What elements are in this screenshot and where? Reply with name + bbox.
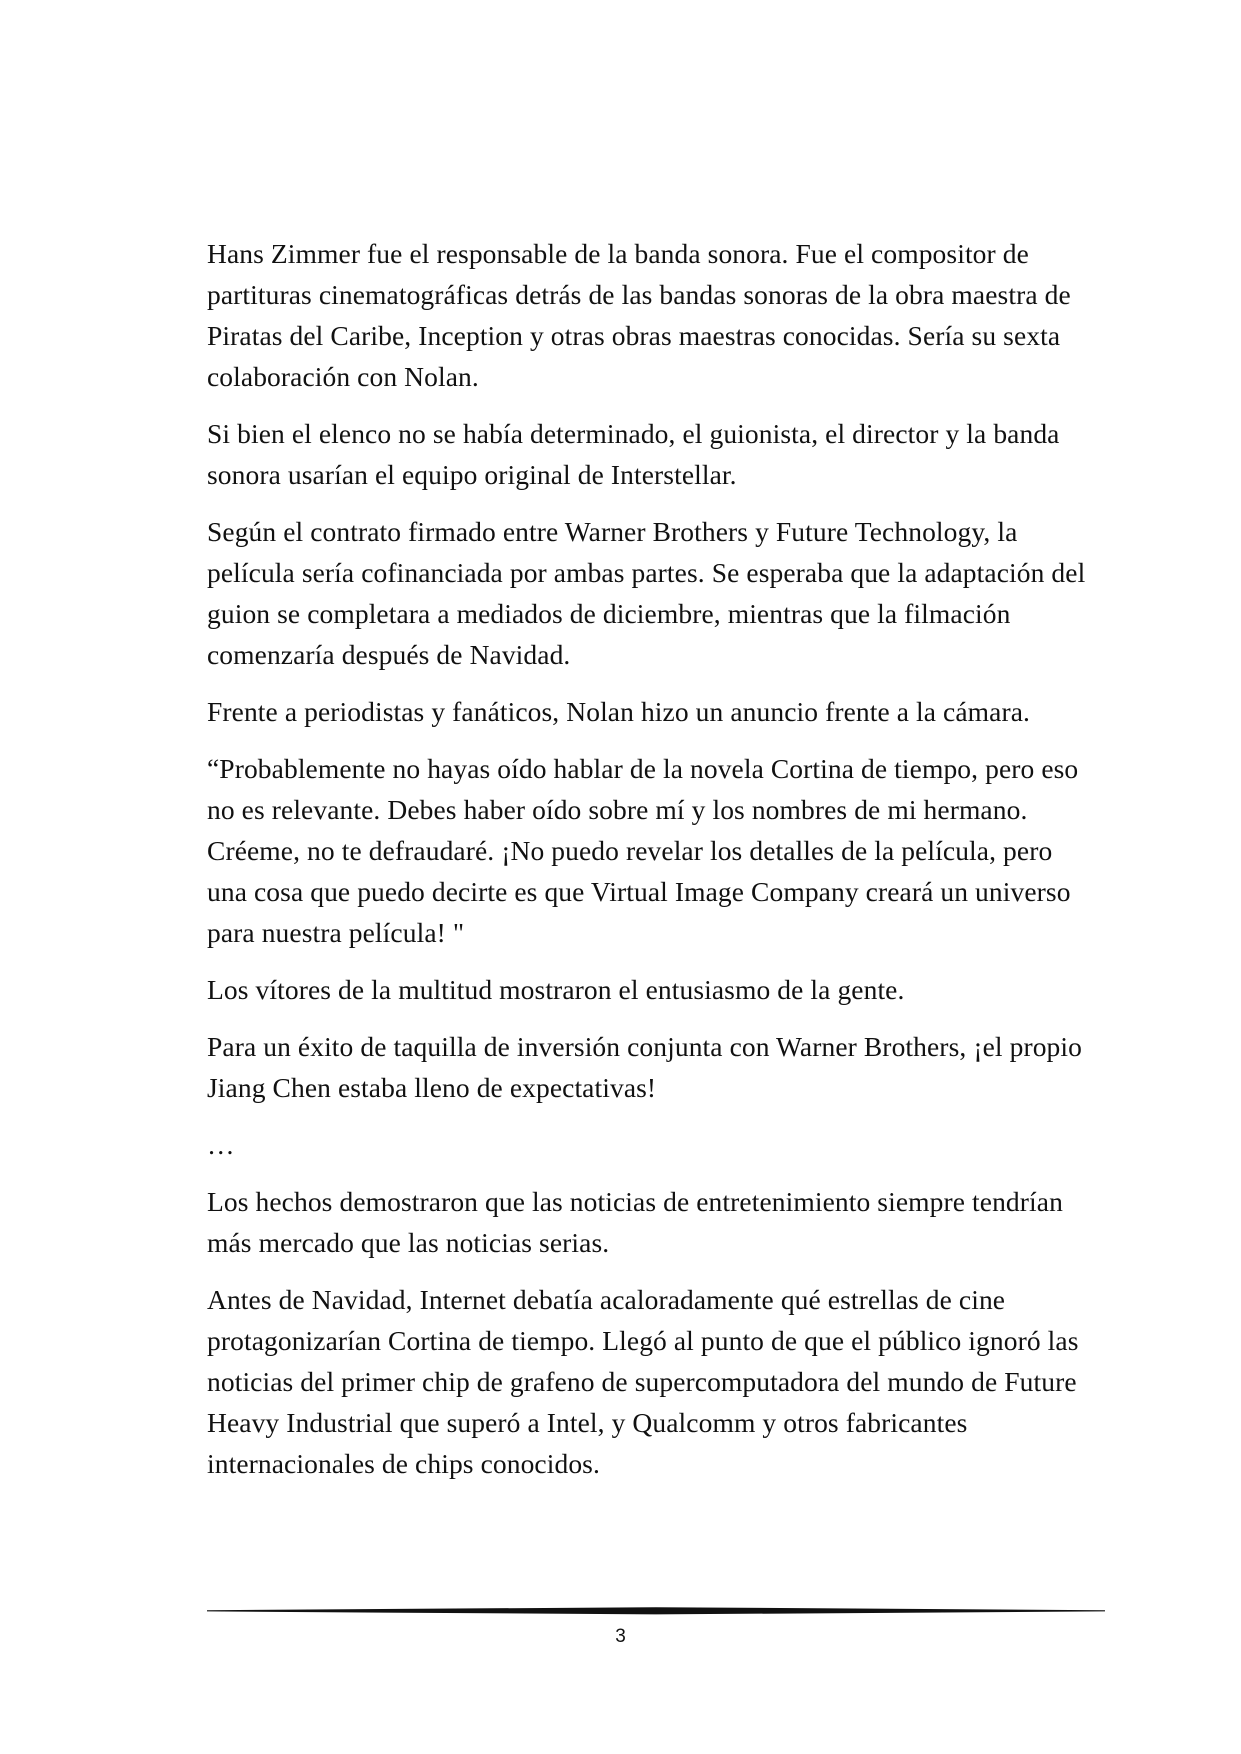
- paragraph: Según el contrato firmado entre Warner Brothers y Future Technology, la película sería cofinanciada por ambas partes. Se esperaba que la adaptación del guion se completara a mediados de diciembre, mientras que la filmación comenzaría después de Navidad.: [207, 516, 1086, 670]
- body-text: [207, 233, 1087, 1500]
- paragraph: Hans Zimmer fue el responsable de la banda sonora. Fue el compositor de partituras cinematográficas detrás de las bandas sonoras de la obra maestra de Piratas del Caribe, Inception y otras obras maestras conocidas. Sería su sexta colaboración con Nolan.: [207, 238, 1071, 392]
- paragraph: Los hechos demostraron que las noticias de entretenimiento siempre tendrían más mercado que las noticias serias.: [207, 1186, 1063, 1258]
- paragraph: Si bien el elenco no se había determinado, el guionista, el director y la banda sonora usarían el equipo original de Interstellar.: [207, 418, 1060, 490]
- page-number: 3: [615, 1626, 626, 1647]
- paragraph: Para un éxito de taquilla de inversión conjunta con Warner Brothers, ¡el propio Jiang Chen estaba lleno de expectativas!: [207, 1031, 1082, 1103]
- paragraph: Frente a periodistas y fanáticos, Nolan hizo un anuncio frente a la cámara.: [207, 696, 1031, 727]
- footer-divider: [207, 1604, 1105, 1618]
- paragraph: Los vítores de la multitud mostraron el entusiasmo de la gente.: [207, 974, 905, 1005]
- ellipsis-separator: …: [207, 1129, 235, 1160]
- paragraph: “Probablemente no hayas oído hablar de la novela Cortina de tiempo, pero eso no es relevante. Debes haber oído sobre mí y los nombres de mi hermano. Créeme, no te defraudaré. ¡No puedo revelar los detalles de la película, pero una cosa que puedo decirte es que Virtual Image Company creará un universo para nuestra película! ": [207, 753, 1079, 948]
- paragraph: Antes de Navidad, Internet debatía acaloradamente qué estrellas de cine protagonizarían Cortina de tiempo. Llegó al punto de que el público ignoró las noticias del primer chip de grafeno de supercomputadora del mundo de Future Heavy Industrial que superó a Intel, y Qualcomm y otros fabricantes internacionales de chips conocidos.: [207, 1284, 1079, 1479]
